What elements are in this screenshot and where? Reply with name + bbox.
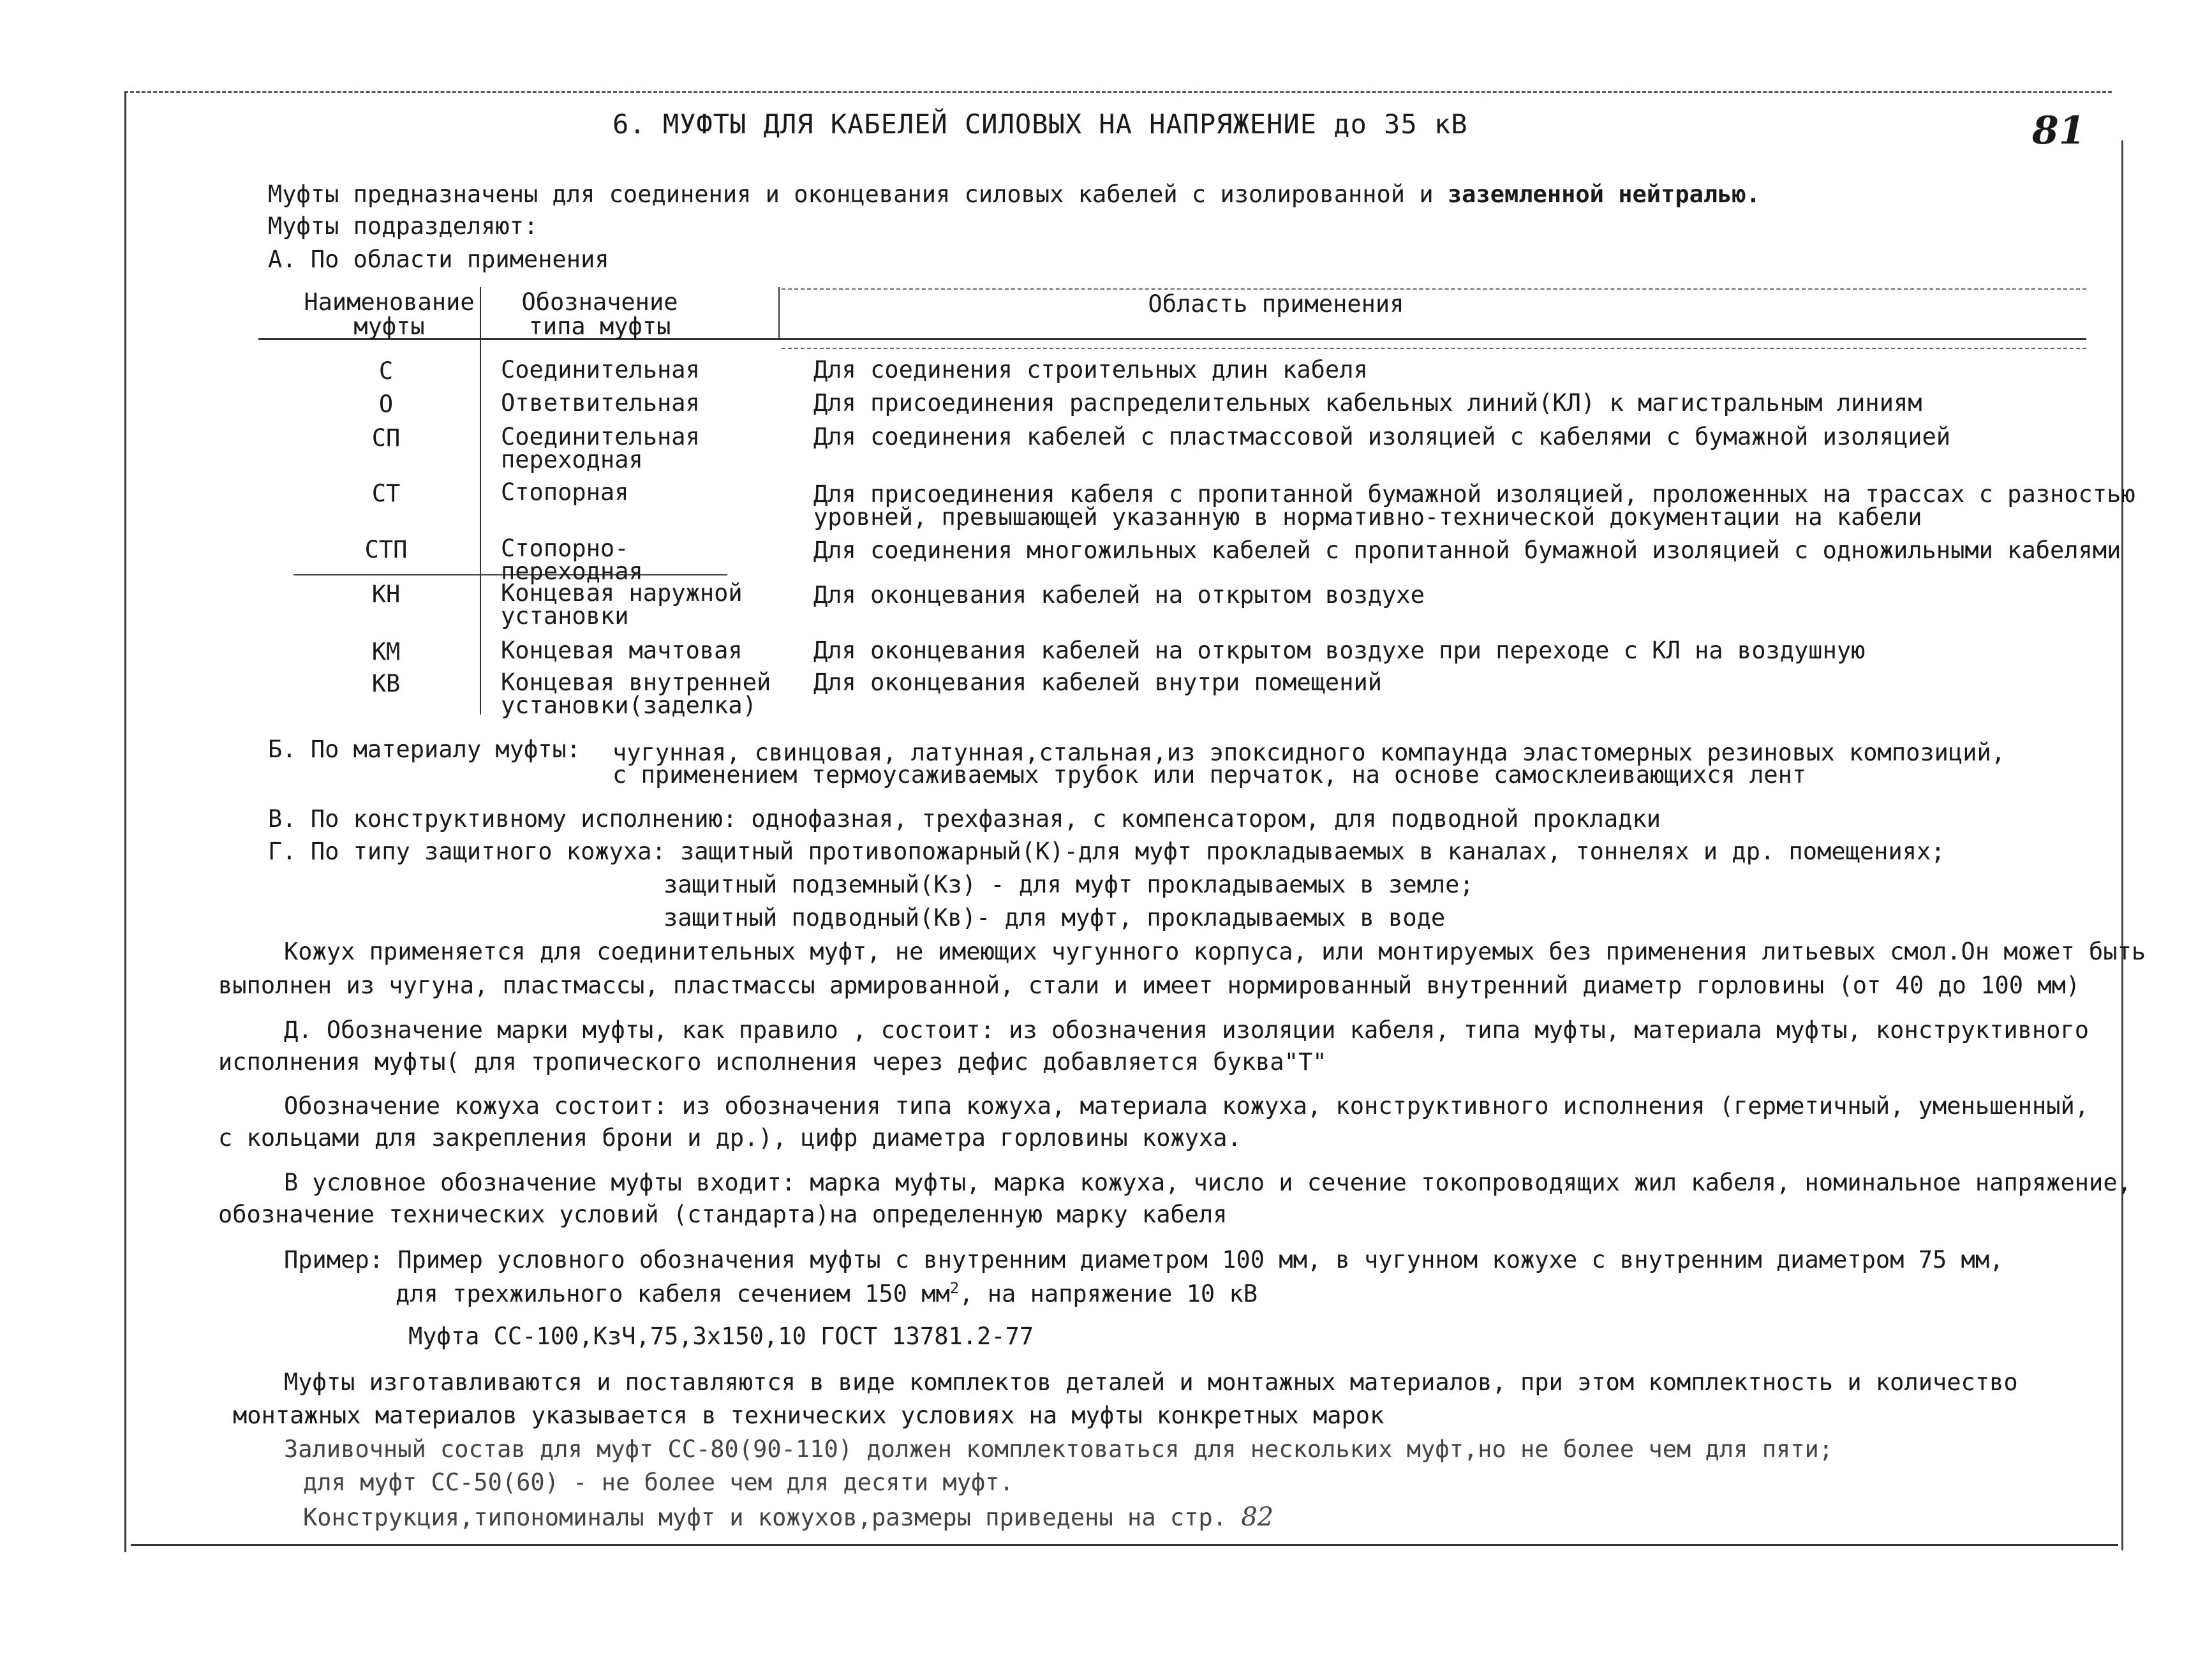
table-cell-type: Соединительная xyxy=(501,356,700,383)
table-cell-type: Концевая мачтовая xyxy=(501,637,743,664)
conventional-designation-line-1: В условное обозначение муфты входит: марка муфты, марка кожуха, число и сечение токопроводящих жил кабеля, номинальное напряжение, xyxy=(284,1169,2132,1196)
section-b-line-2: с применением термоусаживаемых трубок или перчаток, на основе самосклеивающихся лент xyxy=(612,761,1807,789)
table-cell-area: Для соединения строительных длин кабеля xyxy=(813,356,1368,383)
table-cell-area: Для присоединения кабеля с пропитанной бумажной изоляцией, проложенных на трассах с разностью уровней, превышающей указанную в нормативно-технической документации на кабели xyxy=(813,480,2135,531)
section-g-line-3: защитный подводный(Кв)- для муфт, прокладываемых в воде xyxy=(664,904,1446,931)
filling-compound-line-1: Заливочный состав для муфт СС-80(90-110) должен комплектоваться для нескольких муфт,но не более чем для пяти; xyxy=(284,1436,1834,1463)
intro-line-2: Муфты подразделяют: xyxy=(268,212,538,240)
header-name: Наименование муфты xyxy=(304,288,475,340)
section-v: В. По конструктивному исполнению: однофазная, трехфазная, с компенсатором, для подводной прокладки xyxy=(268,805,1661,833)
section-b-label: Б. По материалу муфты: xyxy=(268,736,581,763)
table-cell-code: СТ xyxy=(371,480,401,507)
filling-compound-line-2: для муфт СС-50(60) - не более чем для десяти муфт. xyxy=(303,1469,1014,1496)
section-a-heading: А. По области применения xyxy=(268,246,609,273)
table-cell-code: КН xyxy=(371,581,401,608)
example-line-1: Пример: Пример условного обозначения муфты с внутренним диаметром 100 мм, в чугунном кожухе с внутренним диаметром 75 мм, xyxy=(284,1246,2004,1273)
table-cell-type: Стопорно- переходная xyxy=(501,535,643,585)
header-type: Обозначение типа муфты xyxy=(521,288,678,340)
table-cell-code: КМ xyxy=(371,638,401,665)
intro-line-1-text: Муфты предназначены для соединения и оконцевания силовых кабелей с изолированной и xyxy=(268,181,1448,208)
header-area: Область применения xyxy=(1148,290,1404,318)
example-line-2: для трехжильного кабеля сечением 150 $мм^2$, на напряжение 10 кВ xyxy=(396,1279,1258,1308)
page-number: 81 xyxy=(2032,108,2086,153)
section-g-line-2: защитный подземный(Кз) - для муфт прокладываемых в земле; xyxy=(664,871,1474,898)
intro-line-1 xyxy=(268,181,1760,208)
table-cell-type: Ответвительная xyxy=(501,389,700,417)
casing-designation-line-1: Обозначение кожуха состоит: из обозначения типа кожуха, материала кожуха, конструктивного исполнения (герметичный, уменьшенный, xyxy=(284,1092,2090,1120)
table-cell-type: Соединительная переходная xyxy=(501,423,700,473)
frame-left-line xyxy=(124,91,126,1552)
table-header-dashed-rule xyxy=(782,348,2086,349)
section-d-line-1: Д. Обозначение марки муфты, как правило , состоит: из обозначения изоляции кабеля, типа муфты, материала муфты, конструктивного xyxy=(284,1016,2090,1044)
casing-paragraph-line-2: выполнен из чугуна, пластмассы, пластмассы армированной, стали и имеет нормированный внутренний диаметр горловины (от 40 до 100 мм) xyxy=(218,972,2081,999)
table-cell-area: Для оконцевания кабелей внутри помещений xyxy=(813,669,1383,696)
construction-reference-line: Конструкция,типономиналы муфт и кожухов,размеры приведены на стр. 82 xyxy=(303,1502,1274,1532)
intro-line-1-bold: заземленной нейтралью. xyxy=(1447,181,1760,208)
table-header-top-rule xyxy=(782,288,2086,290)
casing-designation-line-2: с кольцами для закрепления брони и др.), цифр диаметра горловины кожуха. xyxy=(218,1124,1242,1152)
table-column-divider xyxy=(480,287,481,715)
table-cell-code: С xyxy=(378,357,394,385)
supply-line-2: монтажных материалов указывается в технических условиях на муфты конкретных марок xyxy=(233,1402,1384,1429)
page-title: 6. МУФТЫ ДЛЯ КАБЕЛЕЙ СИЛОВЫХ НА НАПРЯЖЕНИЕ до 35 кВ xyxy=(612,108,1468,140)
table-cell-area: Для соединения кабелей с пластмассовой изоляцией с кабелями с бумажной изоляцией xyxy=(813,423,1951,450)
table-cell-area: Для оконцевания кабелей на открытом воздухе при переходе с КЛ на воздушную xyxy=(813,637,1866,664)
casing-paragraph-line-1: Кожух применяется для соединительных муфт, не имеющих чугунного корпуса, или монтируемых без применения литьевых смол.Он может быть xyxy=(284,938,2146,965)
table-cell-type: Концевая внутренней установки(заделка) xyxy=(501,669,771,719)
page-reference: 82 xyxy=(1241,1502,1274,1532)
table-cell-code: СП xyxy=(371,424,401,452)
table-cell-area: Для присоединения распределительных кабельных линий(КЛ) к магистральным линиям xyxy=(813,389,1922,417)
example-designation: Муфта СС-100,КзЧ,75,3х150,10 ГОСТ 13781.2-77 xyxy=(408,1323,1034,1350)
frame-top-line xyxy=(124,91,2112,93)
table-cell-code: СТП xyxy=(364,536,408,563)
conventional-designation-line-2: обозначение технических условий (стандарта)на определенную марку кабеля xyxy=(218,1201,1228,1228)
table-cell-area: Для соединения многожильных кабелей с пропитанной бумажной изоляцией с одножильными кабелями xyxy=(813,537,2121,564)
table-cell-type: Концевая наружной установки xyxy=(501,579,743,630)
frame-bottom-line xyxy=(131,1544,2118,1546)
table-cell-code: КВ xyxy=(371,670,401,697)
table-header-divider xyxy=(778,287,780,338)
frame-right-line xyxy=(2121,140,2123,1550)
section-d-line-2: исполнения муфты( для тропического исполнения через дефис добавляется буква"Т" xyxy=(218,1048,1327,1076)
table-cell-code: О xyxy=(378,390,394,418)
table-cell-type: Стопорная xyxy=(501,479,629,506)
supply-line-1: Муфты изготавливаются и поставляются в виде комплектов деталей и монтажных материалов, при этом комплектность и количество xyxy=(284,1369,2018,1396)
section-g-line-1: Г. По типу защитного кожуха: защитный противопожарный(К)-для муфт прокладываемых в каналах, тоннелях и др. помещениях; xyxy=(268,838,1945,865)
table-cell-area: Для оконцевания кабелей на открытом воздухе xyxy=(813,581,1425,609)
section-b-line-1: чугунная, свинцовая, латунная,стальная,из эпоксидного компаунда эластомерных резиновых композиций, xyxy=(612,739,2006,766)
